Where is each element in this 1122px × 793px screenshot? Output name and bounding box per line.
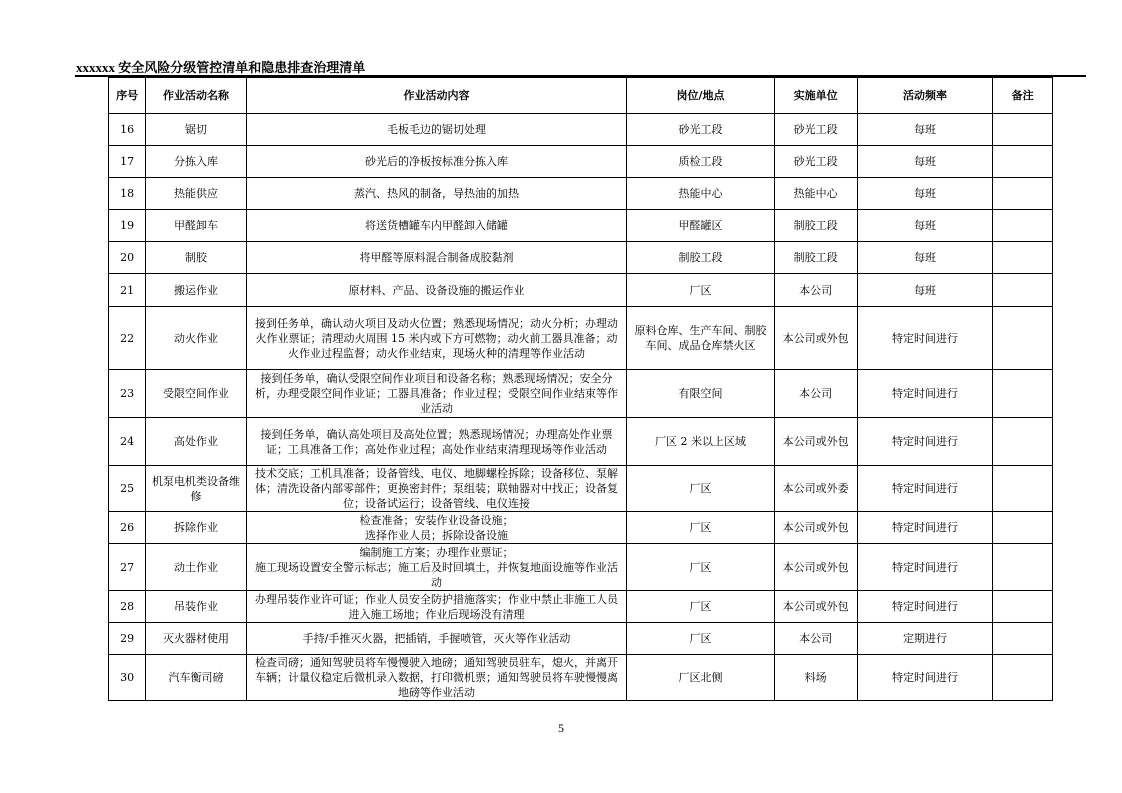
row-activity-content: 将送货槽罐车内甲醛卸入储罐 <box>246 210 627 242</box>
row-no: 17 <box>109 146 146 178</box>
row-activity-content: 毛板毛边的锯切处理 <box>246 114 627 146</box>
row-activity-content: 接到任务单，确认动火项目及动火位置；熟悉现场情况；动火分析；办理动火作业票证；清理动火周围 15 米内或下方可燃物；动火前工器具准备；动火作业过程监督；动火作业结束，现场火种的清理等作业活动 <box>246 307 627 370</box>
row-note <box>993 210 1053 242</box>
row-location: 有限空间 <box>627 370 774 418</box>
row-unit: 料场 <box>774 655 857 701</box>
row-activity-name: 拆除作业 <box>146 512 246 544</box>
row-location: 厂区 <box>627 544 774 591</box>
table-row <box>109 370 1053 418</box>
row-note <box>993 274 1053 307</box>
header-note: 备注 <box>993 78 1053 114</box>
table-row <box>109 466 1053 512</box>
row-note <box>993 178 1053 210</box>
row-no: 30 <box>109 655 146 701</box>
row-activity-name: 锯切 <box>146 114 246 146</box>
row-location: 质检工段 <box>627 146 774 178</box>
row-activity-name: 受限空间作业 <box>146 370 246 418</box>
row-frequency: 特定时间进行 <box>857 307 992 370</box>
table-row <box>109 210 1053 242</box>
page-number: 5 <box>558 721 564 735</box>
table-row <box>109 623 1053 655</box>
row-activity-name: 动土作业 <box>146 544 246 591</box>
row-note <box>993 655 1053 701</box>
row-note <box>993 146 1053 178</box>
row-note <box>993 512 1053 544</box>
row-unit: 本公司或外包 <box>774 591 857 623</box>
row-location: 厂区北侧 <box>627 655 774 701</box>
table-header-row <box>109 78 1053 114</box>
table-row <box>109 146 1053 178</box>
row-activity-content: 蒸汽、热风的制备，导热油的加热 <box>246 178 627 210</box>
row-location: 制胶工段 <box>627 242 774 274</box>
row-location: 甲醛罐区 <box>627 210 774 242</box>
row-unit: 砂光工段 <box>774 114 857 146</box>
row-frequency: 特定时间进行 <box>857 655 992 701</box>
row-activity-content: 砂光后的净板按标准分拣入库 <box>246 146 627 178</box>
row-no: 27 <box>109 544 146 591</box>
header-unit: 实施单位 <box>774 78 857 114</box>
row-frequency: 每班 <box>857 146 992 178</box>
row-activity-name: 制胶 <box>146 242 246 274</box>
row-frequency: 特定时间进行 <box>857 466 992 512</box>
row-no: 25 <box>109 466 146 512</box>
row-activity-name: 吊装作业 <box>146 591 246 623</box>
table-row <box>109 512 1053 544</box>
row-unit: 本公司或外包 <box>774 544 857 591</box>
row-unit: 本公司 <box>774 370 857 418</box>
table-row <box>109 544 1053 591</box>
row-location: 厂区 <box>627 274 774 307</box>
row-note <box>993 114 1053 146</box>
row-note <box>993 418 1053 466</box>
row-activity-name: 高处作业 <box>146 418 246 466</box>
row-location: 厂区 <box>627 466 774 512</box>
row-location: 原料仓库、生产车间、制胶车间、成品仓库禁火区 <box>627 307 774 370</box>
row-activity-content: 编制施工方案；办理作业票证； 施工现场设置安全警示标志；施工后及时回填土，并恢复地面设施等作业活动 <box>246 544 627 591</box>
row-frequency: 特定时间进行 <box>857 544 992 591</box>
header-no: 序号 <box>109 78 146 114</box>
row-no: 24 <box>109 418 146 466</box>
row-note <box>993 591 1053 623</box>
row-note <box>993 370 1053 418</box>
row-frequency: 每班 <box>857 274 992 307</box>
row-no: 22 <box>109 307 146 370</box>
row-activity-name: 动火作业 <box>146 307 246 370</box>
header-content: 作业活动内容 <box>246 78 627 114</box>
row-location: 砂光工段 <box>627 114 774 146</box>
row-activity-content: 检查司磅；通知驾驶员将车慢慢驶入地磅；通知驾驶员驻车，熄火，并离开车辆；计量仪稳定后微机录入数据，打印微机票；通知驾驶员将车驶慢慢离地磅等作业活动 <box>246 655 627 701</box>
table-row <box>109 591 1053 623</box>
row-frequency: 特定时间进行 <box>857 370 992 418</box>
row-unit: 热能中心 <box>774 178 857 210</box>
row-frequency: 每班 <box>857 210 992 242</box>
row-unit: 制胶工段 <box>774 242 857 274</box>
table-row <box>109 274 1053 307</box>
row-no: 29 <box>109 623 146 655</box>
row-activity-name: 汽车衡司磅 <box>146 655 246 701</box>
row-unit: 本公司或外包 <box>774 512 857 544</box>
header-location: 岗位/地点 <box>627 78 774 114</box>
header-frequency: 活动频率 <box>857 78 992 114</box>
row-unit: 本公司 <box>774 274 857 307</box>
row-activity-name: 分拣入库 <box>146 146 246 178</box>
table-row <box>109 655 1053 701</box>
row-note <box>993 623 1053 655</box>
row-note <box>993 307 1053 370</box>
row-activity-name: 甲醛卸车 <box>146 210 246 242</box>
row-no: 23 <box>109 370 146 418</box>
row-activity-content: 技术交底；工机具准备；设备管线、电仪、地脚螺栓拆除；设备移位、泵解体；清洗设备内部零部件；更换密封件；泵组装；联轴器对中找正；设备复位；设备试运行；设备管线、电仪连接 <box>246 466 627 512</box>
row-frequency: 特定时间进行 <box>857 591 992 623</box>
row-frequency: 每班 <box>857 114 992 146</box>
row-frequency: 每班 <box>857 178 992 210</box>
row-no: 16 <box>109 114 146 146</box>
risk-control-table <box>108 77 1053 701</box>
row-activity-content: 接到任务单，确认高处项目及高处位置；熟悉现场情况；办理高处作业票证；工具准备工作；高处作业过程；高处作业结束清理现场等作业活动 <box>246 418 627 466</box>
row-unit: 本公司或外委 <box>774 466 857 512</box>
table-row <box>109 418 1053 466</box>
row-frequency: 定期进行 <box>857 623 992 655</box>
table-body <box>109 114 1053 701</box>
row-frequency: 特定时间进行 <box>857 418 992 466</box>
table-row <box>109 307 1053 370</box>
table-row <box>109 242 1053 274</box>
row-unit: 本公司 <box>774 623 857 655</box>
row-no: 18 <box>109 178 146 210</box>
row-no: 19 <box>109 210 146 242</box>
row-note <box>993 544 1053 591</box>
row-activity-name: 搬运作业 <box>146 274 246 307</box>
document-title: xxxxxx 安全风险分级管控清单和隐患排查治理清单 <box>76 60 366 75</box>
row-unit: 本公司或外包 <box>774 307 857 370</box>
row-location: 热能中心 <box>627 178 774 210</box>
row-frequency: 每班 <box>857 242 992 274</box>
row-note <box>993 242 1053 274</box>
row-activity-name: 热能供应 <box>146 178 246 210</box>
row-activity-content: 接到任务单，确认受限空间作业项目和设备名称；熟悉现场情况；安全分析，办理受限空间作业证；工器具准备；作业过程；受限空间作业结束等作业活动 <box>246 370 627 418</box>
row-activity-content: 检查准备；安装作业设备设施； 选择作业人员；拆除设备设施 <box>246 512 627 544</box>
row-no: 20 <box>109 242 146 274</box>
row-unit: 砂光工段 <box>774 146 857 178</box>
table-row <box>109 114 1053 146</box>
row-activity-content: 办理吊装作业许可证；作业人员安全防护措施落实；作业中禁止非施工人员进入施工场地；作业后现场没有清理 <box>246 591 627 623</box>
row-activity-content: 将甲醛等原料混合制备成胶黏剂 <box>246 242 627 274</box>
row-location: 厂区 <box>627 623 774 655</box>
header-name: 作业活动名称 <box>146 78 246 114</box>
row-activity-content: 原材料、产品、设备设施的搬运作业 <box>246 274 627 307</box>
table-row <box>109 178 1053 210</box>
row-note <box>993 466 1053 512</box>
row-location: 厂区 <box>627 512 774 544</box>
row-no: 21 <box>109 274 146 307</box>
row-frequency: 特定时间进行 <box>857 512 992 544</box>
row-location: 厂区 2 米以上区域 <box>627 418 774 466</box>
row-no: 28 <box>109 591 146 623</box>
row-activity-content: 手持/手推灭火器，把插销，手握喷管，灭火等作业活动 <box>246 623 627 655</box>
row-no: 26 <box>109 512 146 544</box>
row-location: 厂区 <box>627 591 774 623</box>
row-unit: 本公司或外包 <box>774 418 857 466</box>
row-activity-name: 机泵电机类设备维修 <box>146 466 246 512</box>
row-unit: 制胶工段 <box>774 210 857 242</box>
row-activity-name: 灭火器材使用 <box>146 623 246 655</box>
